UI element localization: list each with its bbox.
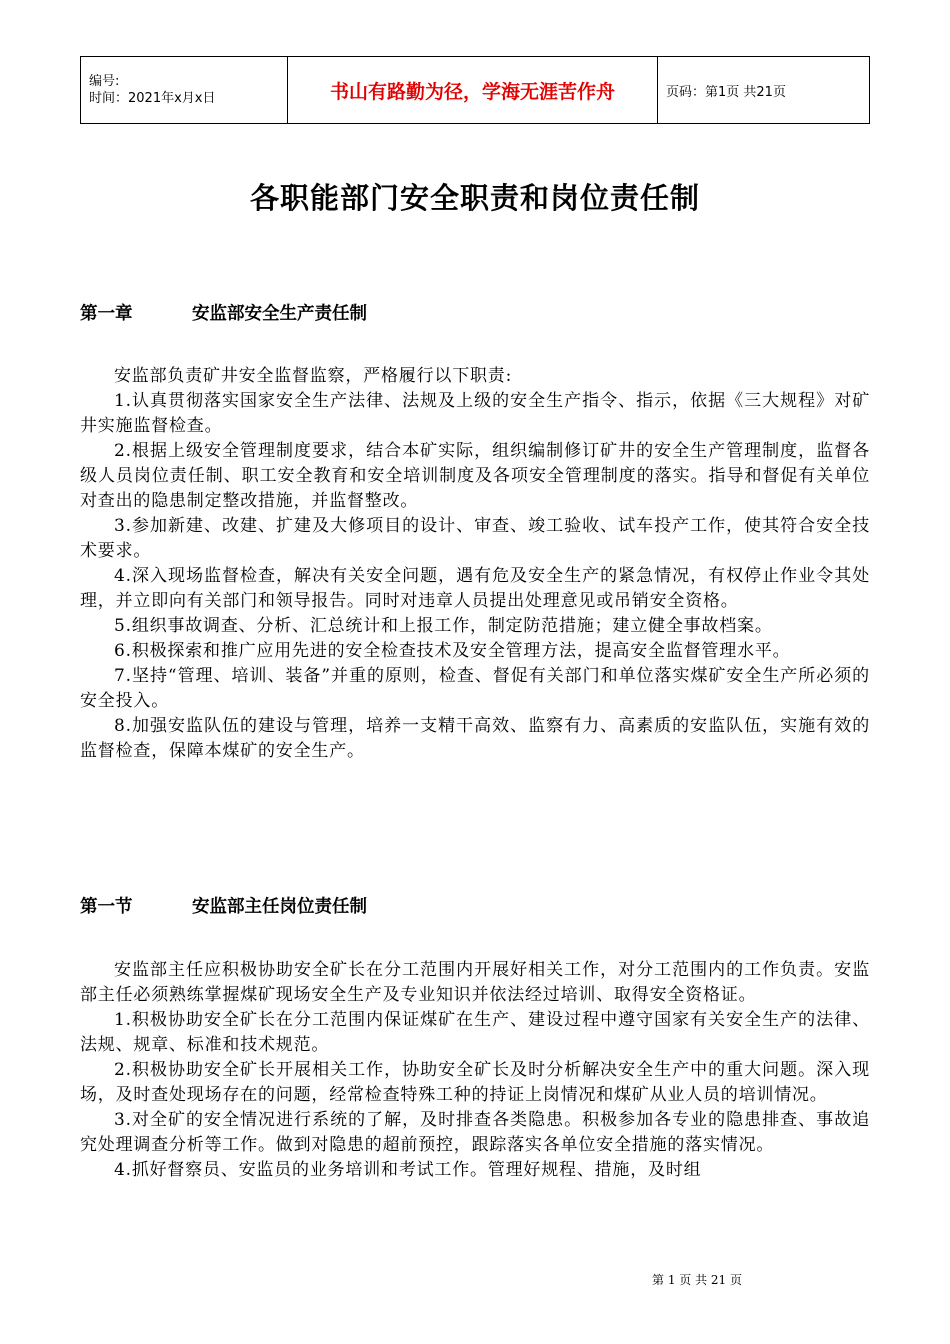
- chapter-name: 安监部安全生产责任制: [192, 304, 367, 324]
- chapter-heading: [80, 300, 367, 325]
- page-info: 页码：第1页 共21页: [658, 57, 870, 124]
- paragraph: 4.深入现场监督检查，解决有关安全问题，遇有危及安全生产的紧急情况，有权停止作业令其处理，并立即向有关部门和领导报告。同时对违章人员提出处理意见或吊销安全资格。: [80, 566, 870, 611]
- paragraph: 1.积极协助安全矿长在分工范围内保证煤矿在生产、建设过程中遵守国家有关安全生产的法律、法规、规章、标准和技术规范。: [80, 1010, 870, 1055]
- header-table: [80, 56, 870, 124]
- number-label: 编号:: [89, 74, 120, 89]
- paragraph: 安监部主任应积极协助安全矿长在分工范围内开展好相关工作，对分工范围内的工作负责。安监部主任必须熟练掌握煤矿现场安全生产及专业知识并依法经过培训、取得安全资格证。: [80, 960, 870, 1005]
- paragraph: 2.根据上级安全管理制度要求，结合本矿实际，组织编制修订矿井的安全生产管理制度，监督各级人员岗位责任制、职工安全教育和安全培训制度及各项安全管理制度的落实。指导和督促有关单位对查出的隐患制定整改措施，并监督整改。: [80, 441, 870, 511]
- section-heading: [80, 893, 367, 918]
- paragraph: 2.积极协助安全矿长开展相关工作，协助安全矿长及时分析解决安全生产中的重大问题。深入现场，及时查处现场存在的问题，经常检查特殊工种的持证上岗情况和煤矿从业人员的培训情况。: [80, 1060, 870, 1105]
- section-body: [80, 958, 870, 1183]
- motto: 书山有路勤为径，学海无涯苦作舟: [288, 57, 658, 124]
- section-name: 安监部主任岗位责任制: [192, 897, 367, 917]
- paragraph: 6.积极探索和推广应用先进的安全检查技术及安全管理方法，提高安全监督管理水平。: [114, 641, 791, 661]
- paragraph: 7.坚持“管理、培训、装备”并重的原则，检查、督促有关部门和单位落实煤矿安全生产所必须的安全投入。: [80, 666, 870, 711]
- paragraph: 安监部负责矿井安全监督监察，严格履行以下职责:: [114, 366, 513, 386]
- chapter-number: 第一章: [80, 304, 133, 324]
- paragraph: 8.加强安监队伍的建设与管理，培养一支精干高效、监察有力、高素质的安监队伍，实施有效的监督检查，保障本煤矿的安全生产。: [80, 716, 870, 761]
- chapter-body: [80, 364, 870, 764]
- paragraph: 5.组织事故调查、分析、汇总统计和上报工作，制定防范措施；建立健全事故档案。: [114, 616, 773, 636]
- time-label: 时间：2021年x月x日: [89, 91, 216, 106]
- page-footer: 第 1 页 共 21 页: [652, 1273, 742, 1287]
- paragraph: 3.参加新建、改建、扩建及大修项目的设计、审查、竣工验收、试车投产工作，使其符合安全技术要求。: [80, 516, 870, 561]
- paragraph: 1.认真贯彻落实国家安全生产法律、法规及上级的安全生产指令、指示，依据《三大规程》对矿井实施监督检查。: [80, 391, 870, 436]
- section-number: 第一节: [80, 897, 133, 917]
- paragraph: 3.对全矿的安全情况进行系统的了解，及时排查各类隐患。积极参加各专业的隐患排查、事故追究处理调查分析等工作。做到对隐患的超前预控，跟踪落实各单位安全措施的落实情况。: [80, 1110, 870, 1155]
- header-meta-cell: [81, 57, 288, 124]
- document-title: 各职能部门安全职责和岗位责任制: [249, 181, 700, 215]
- paragraph: 4.抓好督察员、安监员的业务培训和考试工作。管理好规程、措施，及时组: [114, 1160, 702, 1180]
